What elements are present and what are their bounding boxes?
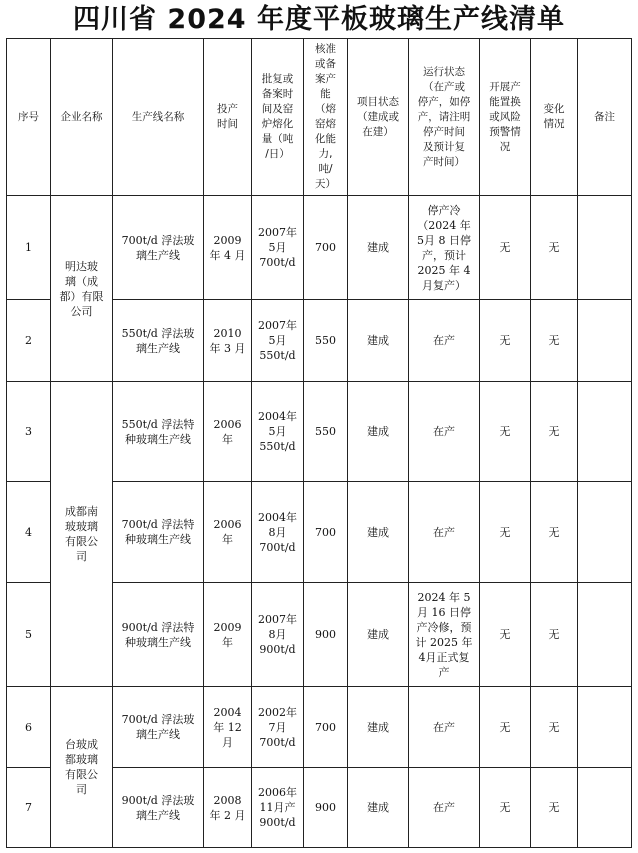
header-company: 企业名称 <box>51 39 113 196</box>
start-time-cell: 2009 年 4 月 <box>204 196 252 300</box>
line-name-cell: 900t/d 浮法玻 璃生产线 <box>113 768 204 848</box>
page-title: 四川省 2024 年度平板玻璃生产线清单 <box>73 4 565 35</box>
line-name-cell: 700t/d 浮法特 种玻璃生产线 <box>113 482 204 583</box>
seq-cell: 7 <box>7 768 51 848</box>
capacity-cell: 700 <box>304 687 348 768</box>
line-name-cell: 550t/d 浮法特 种玻璃生产线 <box>113 382 204 482</box>
header-approval: 批复或 备案时 间及窑 炉熔化 量（吨 /日） <box>252 39 304 196</box>
capacity-cell: 900 <box>304 583 348 687</box>
replacement-cell: 无 <box>480 300 531 382</box>
replacement-cell: 无 <box>480 196 531 300</box>
project-status-cell: 建成 <box>348 482 409 583</box>
approval-cell: 2007年 5月 550t/d <box>252 300 304 382</box>
header-project-status: 项目状态 （建成或 在建） <box>348 39 409 196</box>
remark-cell <box>578 583 632 687</box>
capacity-cell: 700 <box>304 482 348 583</box>
remark-cell <box>578 687 632 768</box>
start-time-cell: 2009 年 <box>204 583 252 687</box>
run-status-cell: 在产 <box>409 482 480 583</box>
approval-cell: 2007年 8月 900t/d <box>252 583 304 687</box>
seq-cell: 5 <box>7 583 51 687</box>
capacity-cell: 900 <box>304 768 348 848</box>
project-status-cell: 建成 <box>348 583 409 687</box>
change-cell: 无 <box>531 768 578 848</box>
line-name-cell: 700t/d 浮法玻 璃生产线 <box>113 196 204 300</box>
change-cell: 无 <box>531 482 578 583</box>
header-capacity: 核准 或备 案产 能 （熔 窑熔 化能 力, 吨/ 天） <box>304 39 348 196</box>
change-cell: 无 <box>531 196 578 300</box>
header-remark: 备注 <box>578 39 632 196</box>
change-cell: 无 <box>531 583 578 687</box>
run-status-cell: 在产 <box>409 300 480 382</box>
replacement-cell: 无 <box>480 687 531 768</box>
header-seq: 序号 <box>7 39 51 196</box>
table-row <box>7 196 632 300</box>
header-start-time: 投产 时间 <box>204 39 252 196</box>
replacement-cell: 无 <box>480 382 531 482</box>
capacity-cell: 700 <box>304 196 348 300</box>
approval-cell: 2007年 5月 700t/d <box>252 196 304 300</box>
seq-cell: 6 <box>7 687 51 768</box>
run-status-cell: 2024 年 5 月 16 日停 产冷修，预 计 2025 年 4月正式复 产 <box>409 583 480 687</box>
project-status-cell: 建成 <box>348 768 409 848</box>
change-cell: 无 <box>531 687 578 768</box>
replacement-cell: 无 <box>480 583 531 687</box>
start-time-cell: 2006 年 <box>204 482 252 583</box>
project-status-cell: 建成 <box>348 196 409 300</box>
remark-cell <box>578 482 632 583</box>
change-cell: 无 <box>531 382 578 482</box>
header-line-name: 生产线名称 <box>113 39 204 196</box>
line-name-cell: 700t/d 浮法玻 璃生产线 <box>113 687 204 768</box>
remark-cell <box>578 196 632 300</box>
run-status-cell: 在产 <box>409 768 480 848</box>
remark-cell <box>578 768 632 848</box>
approval-cell: 2002年 7月 700t/d <box>252 687 304 768</box>
project-status-cell: 建成 <box>348 300 409 382</box>
start-time-cell: 2008 年 2 月 <box>204 768 252 848</box>
company-cell: 明达玻 璃（成 都）有限 公司 <box>51 196 113 382</box>
approval-cell: 2004年 8月 700t/d <box>252 482 304 583</box>
approval-cell: 2004年 5月 550t/d <box>252 382 304 482</box>
seq-cell: 4 <box>7 482 51 583</box>
run-status-cell: 停产冷 （2024 年 5月 8 日停 产，预计 2025 年 4 月复产） <box>409 196 480 300</box>
remark-cell <box>578 300 632 382</box>
header-run-status: 运行状态 （在产或 停产，如停 产，请注明 停产时间 及预计复 产时间） <box>409 39 480 196</box>
seq-cell: 2 <box>7 300 51 382</box>
header-replacement: 开展产 能置换 或风险 预警情 况 <box>480 39 531 196</box>
table-row <box>7 687 632 768</box>
seq-cell: 1 <box>7 196 51 300</box>
replacement-cell: 无 <box>480 768 531 848</box>
start-time-cell: 2006 年 <box>204 382 252 482</box>
change-cell: 无 <box>531 300 578 382</box>
capacity-cell: 550 <box>304 300 348 382</box>
production-line-table <box>6 38 632 848</box>
table-row <box>7 382 632 482</box>
remark-cell <box>578 382 632 482</box>
company-cell: 成都南 玻玻璃 有限公 司 <box>51 382 113 687</box>
company-cell: 台玻成 都玻璃 有限公 司 <box>51 687 113 848</box>
line-name-cell: 550t/d 浮法玻 璃生产线 <box>113 300 204 382</box>
seq-cell: 3 <box>7 382 51 482</box>
start-time-cell: 2010 年 3 月 <box>204 300 252 382</box>
header-change: 变化 情况 <box>531 39 578 196</box>
approval-cell: 2006年 11月产 900t/d <box>252 768 304 848</box>
run-status-cell: 在产 <box>409 382 480 482</box>
replacement-cell: 无 <box>480 482 531 583</box>
line-name-cell: 900t/d 浮法特 种玻璃生产线 <box>113 583 204 687</box>
header-row <box>7 39 632 196</box>
start-time-cell: 2004 年 12 月 <box>204 687 252 768</box>
run-status-cell: 在产 <box>409 687 480 768</box>
project-status-cell: 建成 <box>348 687 409 768</box>
capacity-cell: 550 <box>304 382 348 482</box>
project-status-cell: 建成 <box>348 382 409 482</box>
